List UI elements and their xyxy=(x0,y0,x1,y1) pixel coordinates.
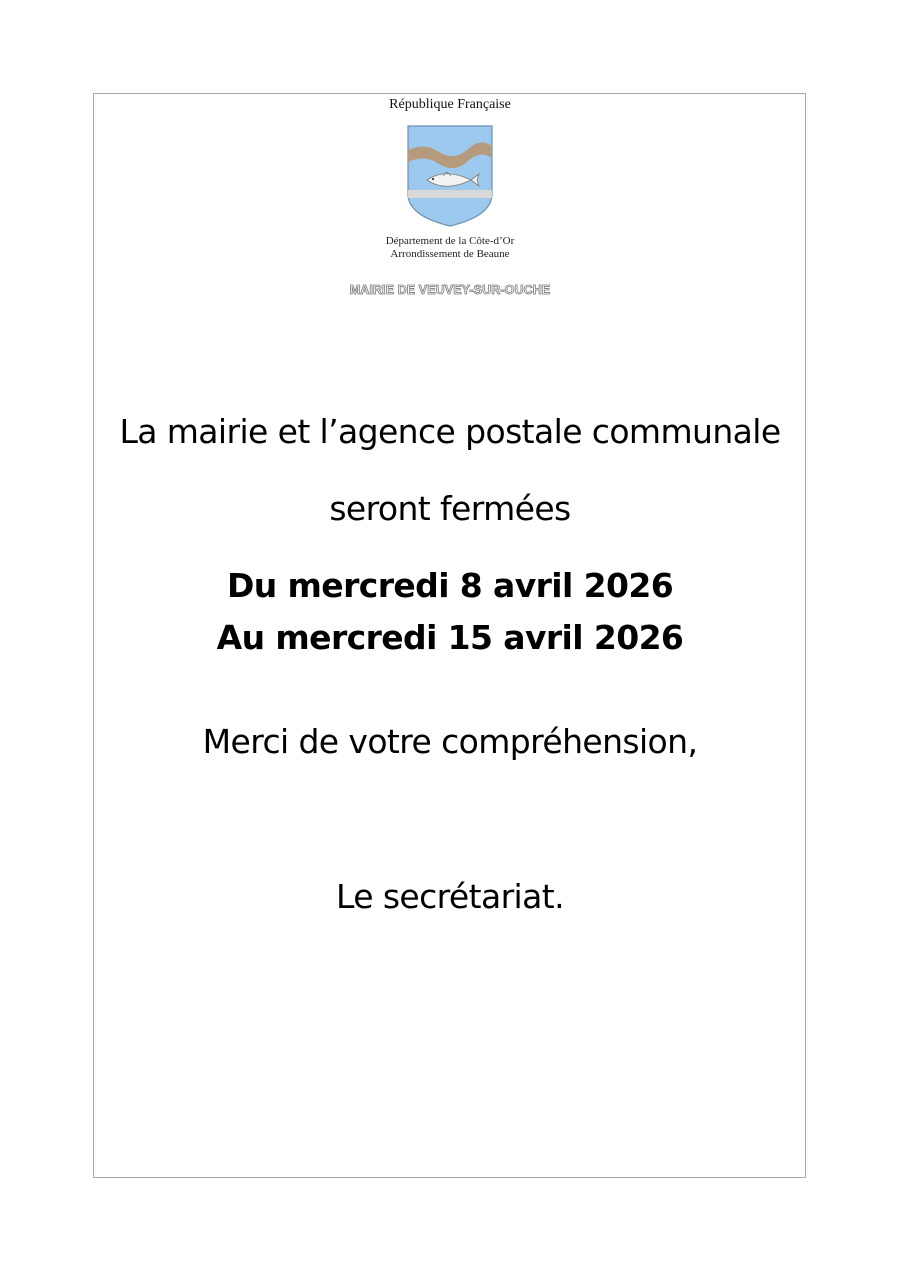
municipal-coat-of-arms-icon xyxy=(405,124,495,228)
closure-end-date: Au mercredi 15 avril 2026 xyxy=(216,618,684,657)
thanks-line: Merci de votre compréhension, xyxy=(202,722,698,761)
closure-start-date: Du mercredi 8 avril 2026 xyxy=(226,566,674,605)
mairie-name: MAIRIE DE VEUVEY-SUR-OUCHE xyxy=(349,283,551,297)
notice-line-2: seront fermées xyxy=(329,489,571,528)
department-block xyxy=(0,235,900,261)
signature-line: Le secrétariat. xyxy=(336,877,564,916)
arrondissement-line: Arrondissement de Beaune xyxy=(390,248,510,260)
department-line: Département de la Côte-d’Or xyxy=(385,235,515,247)
notice-line-1: La mairie et l’agence postale communale xyxy=(119,412,781,451)
republic-heading: République Française xyxy=(389,97,511,112)
